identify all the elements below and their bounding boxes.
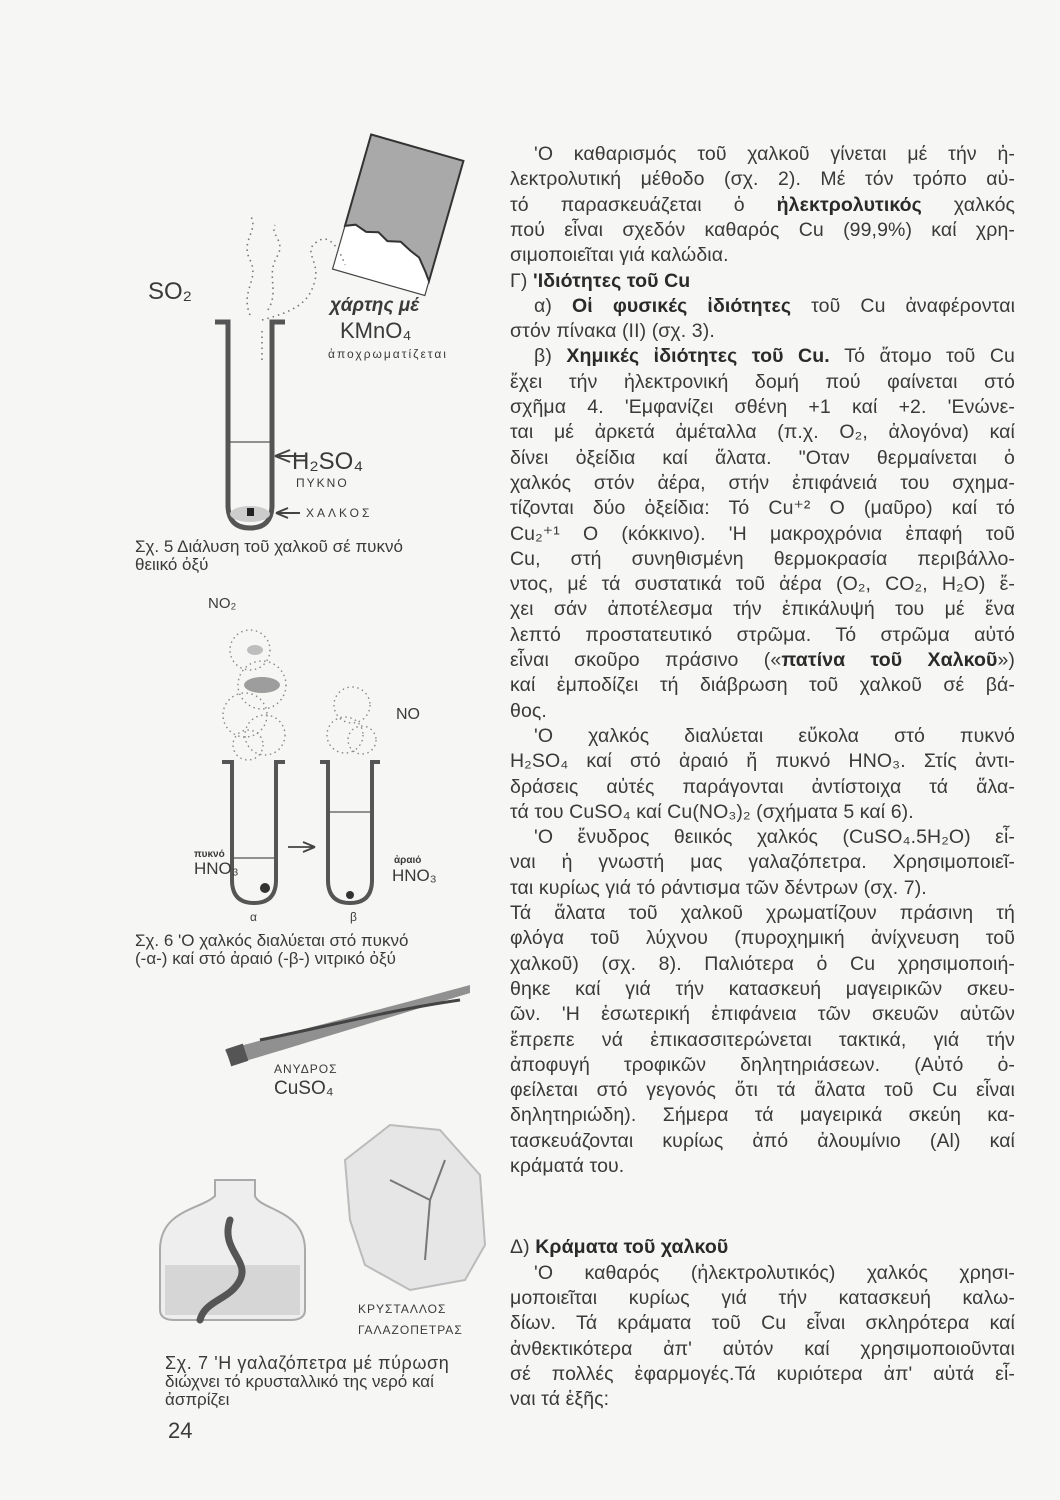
text-line (534, 344, 1015, 368)
text-line (510, 673, 1015, 697)
text-segment: Τά ἅλατα τοῦ χαλκοῦ χρωματίζουν πράσινη τή (510, 902, 1015, 924)
text-segment: τασκευάζονται κυρίως ἀπό ἀλουμίνιο (Al) καί (510, 1129, 1015, 1152)
fig6-acid-a-note: πυκνό (194, 849, 225, 860)
text-segment: ναι τά ἑξῆς: (510, 1388, 610, 1411)
text-segment: 'Ο χαλκός διαλύεται εὔκολα στό πυκνό (534, 724, 1015, 747)
text-line (510, 193, 1015, 217)
text-line (510, 243, 1015, 267)
fig5-acid-note: ΠΥΚΝΟ (296, 476, 349, 490)
section-heading (510, 1235, 1015, 1259)
text-line (510, 522, 1015, 546)
fig5-kmno4-label: KMnO₄ (340, 318, 412, 343)
text-line (510, 572, 1015, 596)
text-segment: Δ) (510, 1236, 536, 1259)
text-segment: δίων. Τά κράματα τοῦ Cu εἶναι σκληρότερα καί (510, 1312, 1015, 1335)
text-segment: εἶναι σκοῦρο πράσινο (« (510, 649, 782, 671)
text-line (510, 1387, 1015, 1411)
text-segment: ναι ἡ γνωστή μας γαλαζόπετρα. Χρησιμοποιεῖ- (510, 851, 1015, 874)
text-segment: χαλκός (921, 193, 1016, 216)
fig7-caption-line3: ἀσπρίζει (165, 1390, 230, 1409)
bold-term: πατίνα τοῦ Χαλκοῦ (781, 649, 998, 671)
text-line (510, 952, 1015, 976)
bold-term: Κράματα τοῦ χαλκοῦ (535, 1236, 729, 1259)
bold-term: ἠλεκτρολυτικός (776, 193, 922, 216)
kmno4-paper (333, 134, 464, 295)
text-line (510, 1129, 1015, 1153)
text-segment: ἀνθεκτικότερα ἀπ' αὐτόν καί χρησιμοποιοῦνται (510, 1337, 1015, 1360)
text-line (510, 800, 1015, 824)
text-segment: ῶν. 'Η ἐσωτερική ἐπιφάνεια τῶν σκευῶν αὐτῶν (510, 1003, 1015, 1026)
text-segment: ται κυρίως γιά τό ράντισμα τῶν δέντρων (σχ. 7). (510, 876, 927, 899)
text-segment: χαλκός στόν ἀέρα, στήν ἐπιφάνειά του σχημα- (510, 471, 1015, 494)
text-line (510, 1053, 1015, 1077)
text-segment: θος. (510, 699, 547, 722)
text-segment: φείλεται στό γεγονός ὅτι τά ἅλατα τοῦ Cu εἶναι (510, 1079, 1015, 1102)
text-segment: Γ) (510, 269, 533, 292)
text-line (510, 926, 1015, 950)
text-segment: ἔπρεπε νά ἐπικασσιτερώνεται τακτικά, γιά τήν (510, 1028, 1015, 1051)
fig6-gas-a: NO₂ (208, 595, 237, 612)
text-segment: ἔχει τήν ἠλεκτρονική δομή πού φαίνεται στό (510, 370, 1015, 393)
text-segment: λεπτό προστατευτικό στρῶμα. Τό στρῶμα αὐτό (510, 623, 1015, 646)
page-number: 24 (168, 1418, 193, 1443)
text-segment: δίνει ὀξείδια καί ἅλατα. "Οταν θερμαίνεται ὁ (510, 446, 1015, 469)
text-line (510, 167, 1015, 191)
text-segment: β) (534, 345, 567, 368)
text-line (510, 1078, 1015, 1102)
text-line (510, 1286, 1015, 1310)
text-segment: πού εἶναι σχεδόν καθαρός Cu (99,9%) καί χρη- (510, 218, 1015, 241)
text-line (510, 749, 1015, 773)
bold-term: Χημικές ἰδιότητες τοῦ Cu. (566, 345, 830, 368)
text-line (534, 1261, 1015, 1285)
text-segment: 'Ο καθαρισμός τοῦ χαλκοῦ γίνεται μέ τήν ἠ- (534, 143, 1015, 165)
fig5-caption-line2: θειικό ὀξύ (135, 555, 209, 574)
fig7-caption-line1: Σχ. 7 'Η γαλαζόπετρα μέ πύρωση (165, 1353, 450, 1373)
text-segment: μοποιεῖται κυρίως γιά τήν κατασκευή καλω- (510, 1286, 1015, 1309)
fig7-crystal-label1: ΚΡΥΣΤΑΛΛΟΣ (358, 1302, 447, 1316)
text-line (510, 1154, 1015, 1178)
text-segment: H₂SO₄ καί στό ἀραιό ἤ πυκνό HNO₃. Στίς ἀντι- (510, 750, 1015, 773)
fig6-acid-b-note: ἀραιό (394, 855, 422, 866)
text-line (510, 420, 1015, 444)
text-line (510, 1311, 1015, 1335)
fig7-drawing (160, 985, 485, 1320)
text-segment: ἀποφυγή τροφικῶν δηλητηριάσεων. (Αὐτό ὀ- (510, 1053, 1015, 1076)
fig5-gas-label: SO₂ (148, 278, 192, 305)
fig5-metal-label: ΧΑΛΚΟΣ (306, 506, 373, 520)
text-segment: στόν πίνακα (ΙΙ) (σχ. 3). (510, 320, 715, 343)
text-segment: καί ἐμποδίζει τή διάβρωση τοῦ χαλκοῦ σέ βά- (510, 674, 1015, 697)
text-segment: τοῦ Cu ἀναφέρονται (791, 294, 1015, 317)
section-heading (510, 269, 1015, 293)
fig5-decolor-label: ἀποχρωματίζεται (328, 347, 448, 361)
text-segment: 'Ο καθαρός (ἠλεκτρολυτικός) χαλκός χρησι- (534, 1261, 1015, 1284)
text-segment: τό παρασκευάζεται ὁ (510, 193, 777, 216)
text-line (534, 825, 1015, 849)
text-segment: Τό ἄτομο τοῦ Cu (829, 345, 1015, 368)
text-line (510, 876, 1015, 900)
text-line (510, 218, 1015, 242)
text-line (510, 496, 1015, 520)
text-line (510, 775, 1015, 799)
text-line (510, 850, 1015, 874)
text-line (534, 294, 1015, 318)
text-line (510, 395, 1015, 419)
text-segment: Cu₂⁺¹ O (κόκκινο). 'Η μακροχρόνια ἐπαφή τοῦ (510, 522, 1015, 545)
fig6-caption-line2: (-α-) καί στό ἀραιό (-β-) νιτρικό ὀξύ (135, 949, 396, 968)
text-segment: χαλκοῦ) (σχ. 8). Παλιότερα ὁ Cu χρησιμοποιή- (510, 952, 1015, 975)
text-line (510, 597, 1015, 621)
text-segment: θηκε καί γιά τήν κατασκευή μαγειρικῶν σκευ- (510, 977, 1015, 1000)
fig7-crystal-label2: ΓΑΛΑΖΟΠΕΤΡΑΣ (358, 1323, 463, 1337)
text-segment: σχῆμα 4. 'Εμφανίζει σθένη +1 καί +2. 'Ενώνε- (510, 396, 1015, 418)
text-segment: κράματά του. (510, 1155, 625, 1177)
fig6-acid-b: HNO₃ (392, 866, 437, 885)
fig7-anhydrous-label: ΑΝΥΔΡΟΣ (274, 1062, 338, 1076)
text-segment: ») (997, 649, 1015, 671)
text-line (534, 724, 1015, 748)
text-line (510, 623, 1015, 647)
text-line (510, 370, 1015, 394)
text-line (510, 699, 1015, 723)
fig6-gas-b: NO (396, 706, 420, 723)
text-line (510, 901, 1015, 925)
fig6-caption-line1: Σχ. 6 'Ο χαλκός διαλύεται στό πυκνό (135, 931, 409, 950)
text-line (510, 1337, 1015, 1361)
text-segment: α) (534, 294, 573, 317)
text-segment: τά του CuSO₄ καί Cu(NO₃)₂ (σχήματα 5 καί 6). (510, 800, 914, 823)
text-line (510, 1002, 1015, 1026)
text-segment: λεκτρολυτική μέθοδο (σχ. 2). Μέ τόν τρόπο αὐ- (510, 168, 1015, 191)
fig6-acid-a: HNO₃ (194, 859, 239, 878)
fig5-paper-label: χάρτης μέ (330, 295, 420, 316)
text-line (510, 1362, 1015, 1386)
text-line (510, 547, 1015, 571)
fig6-tube-a-label: α (250, 910, 257, 924)
bold-term: Οἱ φυσικές ἰδιότητες (572, 294, 792, 317)
fig7-caption-line2: διώχνει τό κρυσταλλικό της νερό καί (165, 1372, 434, 1391)
text-segment: χει σάν ἀποτέλεσμα τήν ἐπικάλυψή του μέ ἕνα (510, 598, 1015, 621)
text-segment: σέ πολλές ἐφαρμογές.Τά κυριότερα ἀπ' αὐτά εἶ- (510, 1362, 1015, 1385)
text-segment: Cu, στή συνηθισμένη θερμοκρασία περιβάλλο- (510, 547, 1015, 570)
text-segment: δηλητηριώδη). Σήμερα τά μαγειρικά σκεύη κα- (510, 1104, 1015, 1127)
text-line (510, 1028, 1015, 1052)
fig6-tube-b-label: β (350, 910, 357, 924)
text-line (510, 446, 1015, 470)
text-line (534, 142, 1015, 166)
text-segment: σιμοποιεῖται γιά καλώδια. (510, 244, 729, 267)
fig5-caption-line1: Σχ. 5 Διάλυση τοῦ χαλκοῦ σέ πυκνό (135, 537, 403, 556)
text-line (510, 1103, 1015, 1127)
text-line (510, 471, 1015, 495)
text-segment: ντος, μέ τά συστατικά τοῦ ἀέρα (O₂, CO₂, H₂O) ἔ- (510, 573, 1015, 596)
text-segment: τίζονται δύο ὀξείδια: Τό Cu⁺² O (μαῦρο) καί τό (510, 497, 1015, 520)
text-line (510, 648, 1015, 672)
text-segment: ται μέ ἀρκετά ἀμέταλλα (π.χ. O₂, ἀλογόνα) καί (510, 421, 1015, 444)
fig5-acid-label: H₂SO₄ (292, 448, 364, 475)
text-segment: δράσεις αὐτές παράγονται ἀντίστοιχα τά ἅλα- (510, 775, 1015, 798)
fig7-cuso4-label: CuSO₄ (274, 1078, 334, 1099)
text-line (510, 319, 1015, 343)
text-line (510, 977, 1015, 1001)
bold-term: 'Ιδιότητες τοῦ Cu (532, 269, 691, 292)
fig6-drawing (222, 630, 380, 903)
text-segment: φλόγα τοῦ λύχνου (πυροχημική ἀνίχνευση τοῦ (510, 927, 1015, 950)
text-segment: 'Ο ἔνυδρος θειικός χαλκός (CuSO₄.5H₂O) εἶ- (534, 826, 1015, 849)
